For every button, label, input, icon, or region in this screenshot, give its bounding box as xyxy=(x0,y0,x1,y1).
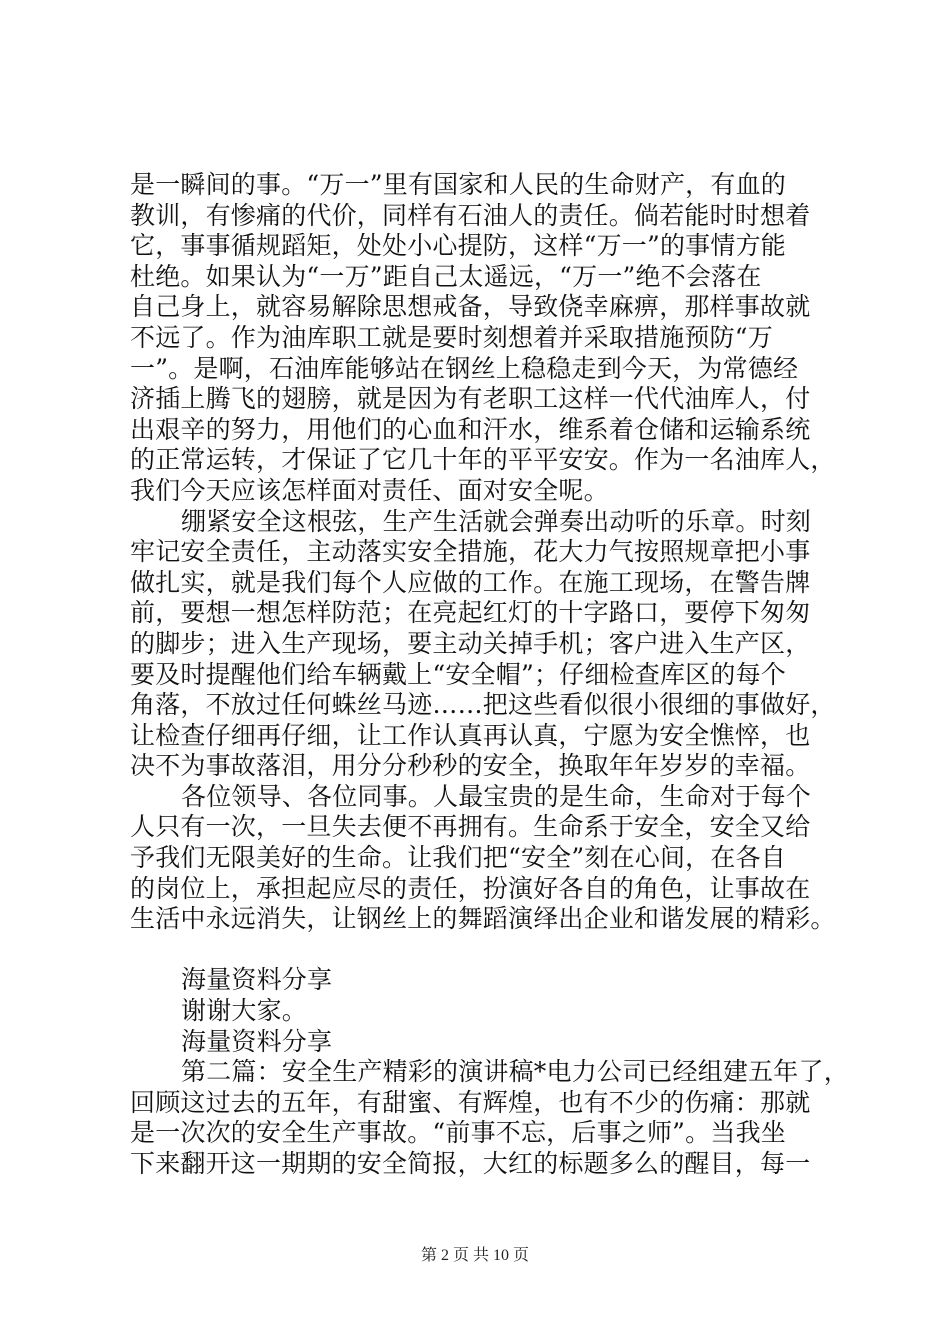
text-line: 济插上腾飞的翅膀，就是因为有老职工这样一代代油库人，付 xyxy=(130,384,811,414)
text-line: 是一次次的安全生产事故。“前事不忘，后事之师”。当我坐 xyxy=(130,1118,786,1148)
text-line: 的脚步；进入生产现场，要主动关掉手机；客户进入生产区， xyxy=(130,628,811,658)
text-line: 的岗位上，承担起应尽的责任，扮演好各自的角色，让事故在 xyxy=(130,873,811,903)
text-line: 人只有一次，一旦失去便不再拥有。生命系于安全，安全又给 xyxy=(130,812,811,842)
text-line: 出艰辛的努力，用他们的心血和汗水，维系着仓储和运输系统 xyxy=(130,414,811,444)
text-line: 要及时提醒他们给车辆戴上“安全帽”；仔细检查库区的每个 xyxy=(130,659,786,689)
text-line: 不远了。作为油库职工就是要时刻想着并采取措施预防“万 xyxy=(130,322,773,352)
text-line: 的正常运转，才保证了它几十年的平平安安。作为一名油库人， xyxy=(130,445,836,475)
section-heading-line: 第二篇：安全生产精彩的演讲稿*电力公司已经组建五年了， xyxy=(181,1057,849,1087)
text-line: 角落，不放过任何蛛丝马迹……把这些看似很小很细的事做好， xyxy=(130,690,836,720)
text-line: 前，要想一想怎样防范；在亮起红灯的十字路口，要停下匆匆 xyxy=(130,598,811,628)
share-note: 海量资料分享 xyxy=(181,1026,333,1056)
text-line: 我们今天应该怎样面对责任、面对安全呢。 xyxy=(130,475,609,505)
text-line: 它，事事循规蹈矩，处处小心提防，这样“万一”的事情方能 xyxy=(130,231,786,261)
document-body xyxy=(130,170,849,1180)
text-line: 自己身上，就容易解除思想戒备，导致侥幸麻痹，那样事故就 xyxy=(130,292,811,322)
text-line: 决不为事故落泪，用分分秒秒的安全，换取年年岁岁的幸福。 xyxy=(130,751,811,781)
text-line: 做扎实，就是我们每个人应做的工作。在施工现场，在警告牌 xyxy=(130,567,811,597)
text-line: 生活中永远消失，让钢丝上的舞蹈演绎出企业和谐发展的精彩。 xyxy=(130,904,836,934)
text-line: 让检查仔细再仔细，让工作认真再认真，宁愿为安全憔悴，也 xyxy=(130,720,811,750)
text-line: 一”。是啊，石油库能够站在钢丝上稳稳走到今天，为常德经 xyxy=(130,353,799,383)
text-line: 下来翻开这一期期的安全简报，大红的标题多么的醒目，每一 xyxy=(130,1149,811,1178)
page-number-footer: 第 2 页 共 10 页 xyxy=(420,1247,529,1264)
paragraph-start-line: 绷紧安全这根弦，生产生活就会弹奏出动听的乐章。时刻 xyxy=(181,506,812,536)
blank-line xyxy=(130,935,830,966)
share-note: 海量资料分享 xyxy=(181,965,333,995)
text-line: 杜绝。如果认为“一万”距自己太遥远，“万一”绝不会落在 xyxy=(130,261,762,291)
text-line: 教训，有惨痛的代价，同样有石油人的责任。倘若能时时想着 xyxy=(130,200,811,230)
closing-thanks: 谢谢大家。 xyxy=(181,996,308,1026)
text-line: 予我们无限美好的生命。让我们把“安全”刻在心间，在各自 xyxy=(130,843,786,873)
text-line: 牢记安全责任，主动落实安全措施，花大力气按照规章把小事 xyxy=(130,537,811,567)
text-line: 是一瞬间的事。“万一”里有国家和人民的生命财产，有血的 xyxy=(130,170,786,199)
paragraph-start-line: 各位领导、各位同事。人最宝贵的是生命，生命对于每个 xyxy=(181,781,812,811)
text-line: 回顾这过去的五年，有甜蜜、有辉煌，也有不少的伤痛：那就 xyxy=(130,1087,811,1117)
